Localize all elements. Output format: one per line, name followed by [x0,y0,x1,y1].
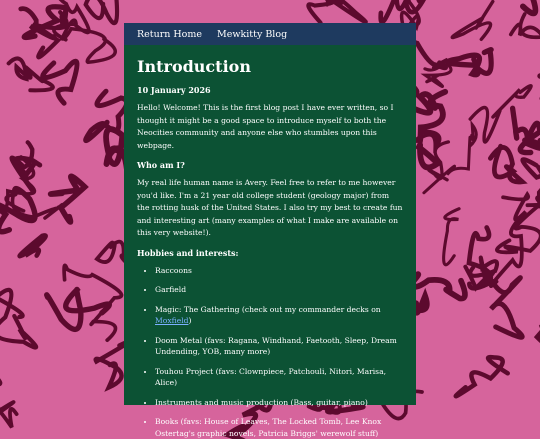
hobby-item: • Raccoons [155,265,403,277]
hobby-item-magic [155,304,403,327]
who-heading: Who am I? [137,160,403,170]
who-paragraph: My real life human name is Avery. Feel free to refer to me however you'd like. I'm a 21 year old college student (geology major) from the rotting husk of the United States. I also try my best to create fun and interesting art (many examples of what I make are available on this very website!). [137,177,403,240]
hobby-item: • Touhou Project (favs: Clownpiece, Patchouli, Nitori, Marisa, Alice) [155,366,403,389]
nav-return-home-link[interactable]: Return Home [137,29,202,40]
post-content [124,45,416,405]
hobby-item: • Garfield [155,284,403,296]
hobbies-list [137,265,403,439]
hobbies-heading: Hobbies and interests: [137,248,403,258]
magic-text-end: ) [188,316,191,325]
blog-container [124,23,416,405]
intro-paragraph: Hello! Welcome! This is the first blog post I have ever written, so I thought it might be a good space to introduce myself to both the Neocities community and anyone else who stumbles upon this webpage. [137,102,403,152]
nav-mewkitty-blog-link[interactable]: Mewkitty Blog [217,29,287,40]
post-title: Introduction [137,57,403,76]
hobby-item: • Instruments and music production (Bass, guitar, piano) [155,397,403,409]
moxfield-link[interactable]: Moxfield [155,316,188,325]
hobby-item: • Doom Metal (favs: Ragana, Windhand, Faetooth, Sleep, Dream Undending, YOB, many more) [155,335,403,358]
post-date: 10 January 2026 [137,85,403,95]
top-nav [124,23,416,45]
magic-text: Magic: The Gathering (check out my commander decks on [155,305,381,314]
hobby-item: • Books (favs: House of Leaves, The Locked Tomb, Lee Knox Ostertag's graphic novels, Patricia Briggs' werewolf stuff) [155,416,403,439]
